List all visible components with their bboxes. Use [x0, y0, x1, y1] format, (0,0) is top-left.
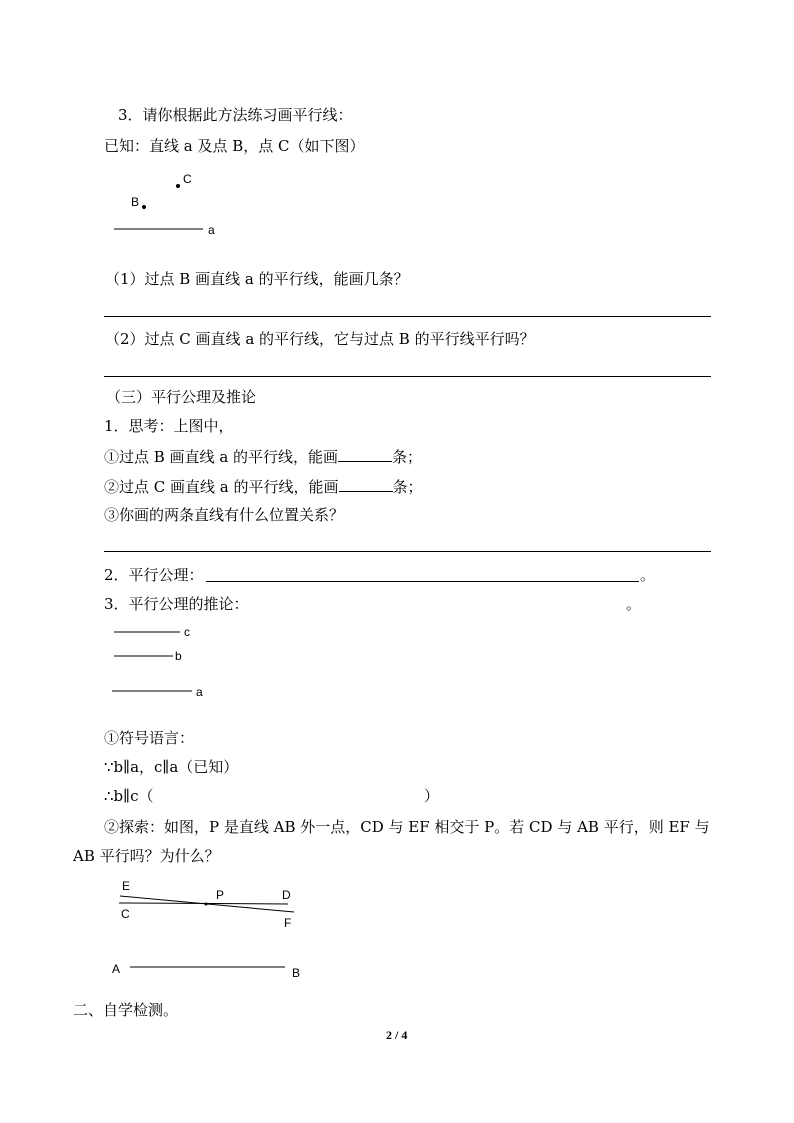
axiom-label: 2．平行公理：: [104, 566, 204, 584]
therefore-statement: ∴b∥c（: [104, 787, 154, 805]
label-line-a: a: [208, 223, 215, 237]
symbol-language: ①符号语言：: [104, 729, 195, 747]
label-p: P: [216, 888, 225, 902]
section3-given: 已知：直线 a 及点 B，点 C（如下图）: [104, 137, 365, 155]
explore-line-1: ②探索：如图，P 是直线 AB 外一点，CD 与 EF 相交于 P。若 CD 与 AB 平行，则 EF 与: [104, 818, 710, 836]
label-f: F: [284, 916, 292, 930]
explore-line-2: AB 平行吗？为什么？: [73, 847, 220, 865]
because-statement: ∵b∥a，c∥a（已知）: [104, 758, 239, 776]
label-line-a2: a: [196, 685, 203, 699]
label-point-c: C: [183, 172, 192, 186]
line-cd: [119, 903, 288, 904]
label-line-c: c: [184, 625, 190, 639]
think-item-2-text: ②过点 C 画直线 a 的平行线，能画: [104, 478, 339, 496]
therefore-close: ）: [424, 787, 440, 805]
think-item-2-suffix: 条；: [392, 478, 423, 496]
label-point-b: B: [131, 195, 140, 209]
point-p-dot: [205, 903, 208, 906]
think-item-1-suffix: 条；: [392, 448, 423, 466]
label-line-b: b: [175, 649, 182, 663]
label-d: D: [282, 888, 291, 902]
label-e: E: [122, 879, 131, 893]
think-item-1-text: ①过点 B 画直线 a 的平行线，能画: [104, 448, 339, 466]
corollary-label: 3．平行公理的推论：: [104, 595, 249, 613]
page-number: 2 / 4: [386, 1028, 408, 1042]
axiom-period: 。: [640, 566, 656, 584]
part2-heading: 二、自学检测。: [73, 1001, 179, 1019]
corollary-period: 。: [626, 595, 642, 613]
question-1: （1）过点 B 画直线 a 的平行线，能画几条？: [105, 270, 409, 288]
part3-heading: （三）平行公理及推论: [106, 388, 257, 406]
label-c: C: [121, 907, 130, 921]
think-item-3: ③你画的两条直线有什么位置关系？: [104, 506, 345, 524]
question-2: （2）过点 C 画直线 a 的平行线，它与过点 B 的平行线平行吗？: [105, 330, 535, 348]
section3-heading: 3．请你根据此方法练习画平行线：: [118, 106, 353, 124]
label-a: A: [112, 962, 121, 976]
label-b: B: [292, 966, 301, 980]
think-prompt: 1．思考：上图中，: [104, 417, 234, 435]
